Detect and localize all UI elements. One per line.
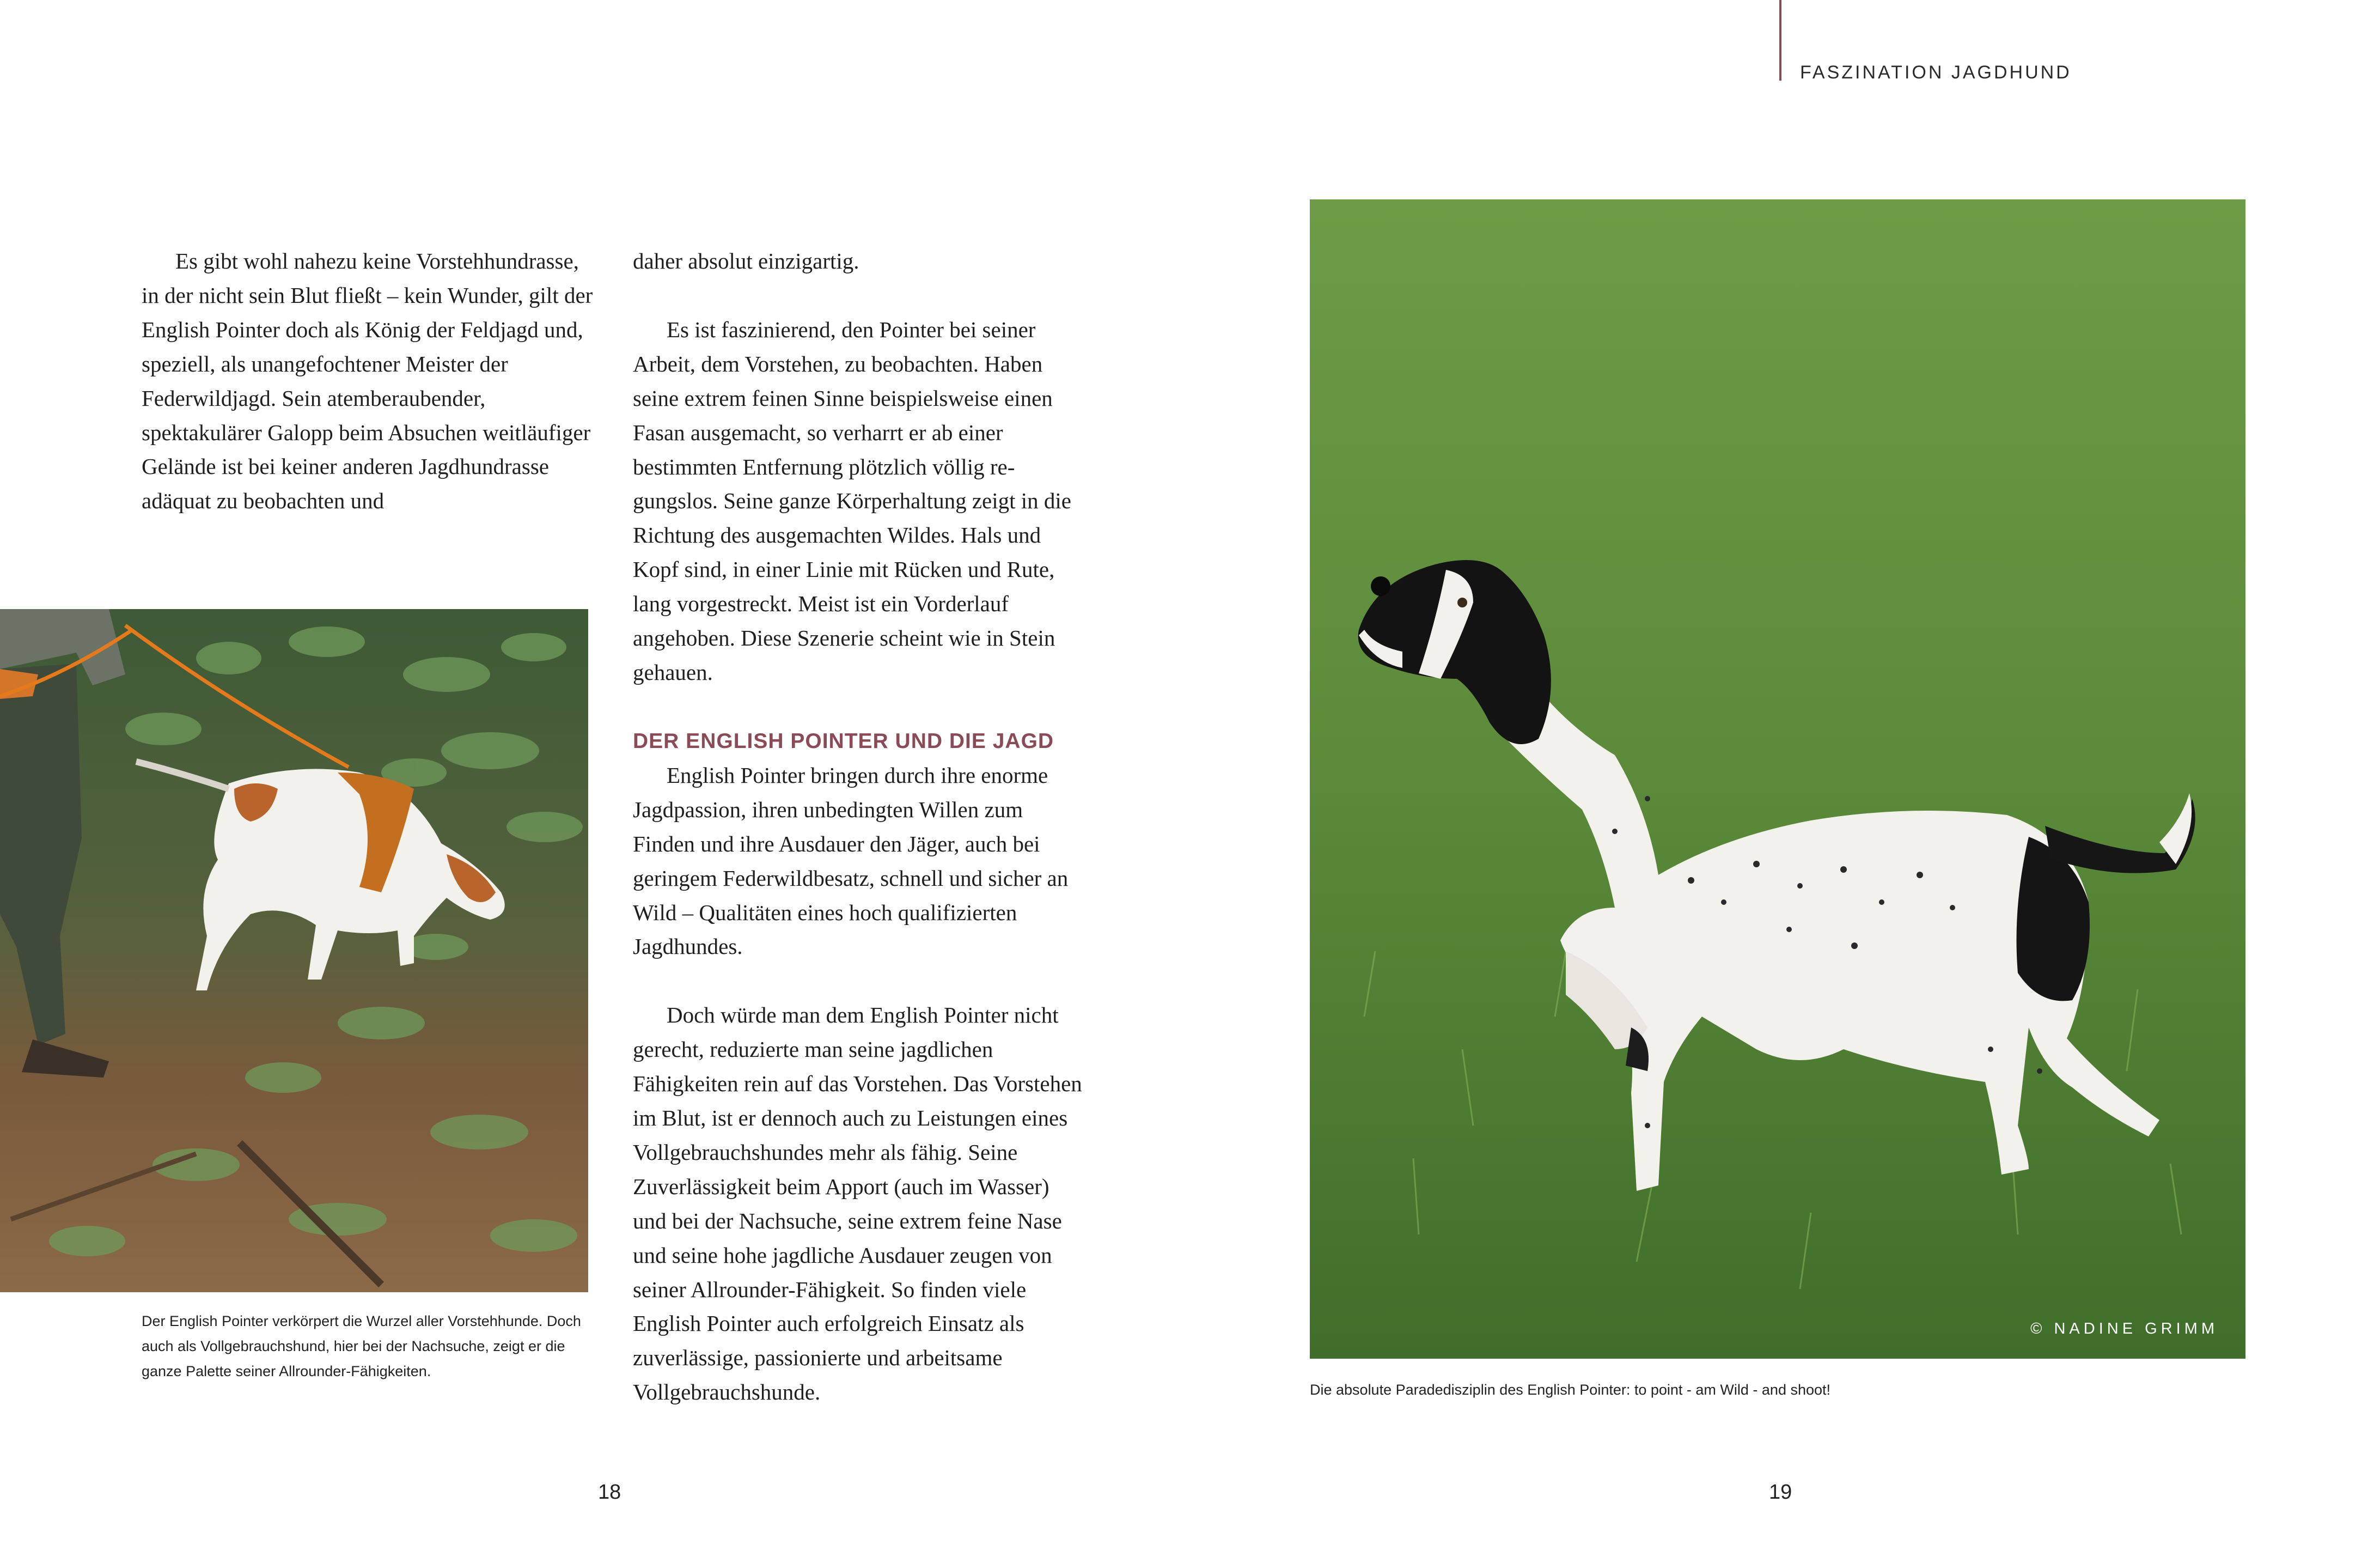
pointer-grass-illustration — [1310, 199, 2245, 1359]
right-photo-caption: Die absolute Paradedisziplin des English Pointer: to point - am Wild - and shoot! — [1310, 1382, 1831, 1398]
page-number-left: 18 — [598, 1481, 621, 1504]
header-rule — [1779, 0, 1781, 81]
section-label: FASZINATION JAGDHUND — [1800, 62, 2072, 83]
subheading: DER ENGLISH POINTER UND DIE JAGD — [633, 729, 1054, 753]
pointer-grass-photo — [1310, 199, 2245, 1359]
middle-text-column — [633, 244, 1085, 1409]
left-text-column — [142, 244, 599, 518]
forest-pointer-photo — [0, 609, 588, 1292]
paragraph-3: English Pointer bringen durch ihre enorme Jagdpassion, ihren unbedingten Willen zum Finden und ihre Ausdauer den Jäger, auch bei geringem Federwildbesatz, schnell und sicher an Wild – Qualitäten eines hoch qualifizierten Jagdhundes. — [633, 762, 1069, 959]
paragraph-1: Es gibt wohl nahezu keine Vorstehhundrasse, in der nicht sein Blut fließt – kein Wunder, gilt der English Pointer doch als König der Feldjagd und, speziell, als unangefochtener Meister der Federwildjagd. Sein atemberaubender, spektakulärer Galopp beim Absuchen weitläufiger Gelände ist bei keiner anderen Jagdhundrasse adäquat zu beobachten und — [142, 248, 593, 514]
paragraph-2: Es ist faszinierend, den Pointer bei seiner Arbeit, dem Vorstehen, zu beobachten. Haben seine extrem feinen Sinne beispielsweise einen Fasan ausgemacht, so verharrt er ab einer bestimmten Entfernung plötzlich völlig regungslos. Seine ganze Körperhaltung zeigt in die Richtung des ausgemachten Wildes. Hals und Kopf sind, in einer Linie mit Rücken und Rute, lang vorgestreckt. Meist ist ein Vorderlauf angehoben. Diese Szenerie scheint wie in Stein gehauen. — [633, 317, 1071, 685]
photo-credit: © NADINE GRIMM — [2030, 1320, 2218, 1337]
page-number-right: 19 — [1769, 1481, 1792, 1504]
forest-pointer-illustration — [0, 609, 588, 1292]
paragraph-4: Doch würde man dem English Pointer nicht gerecht, reduzierte man seine jagdlichen Fähigkeiten rein auf das Vorstehen. Das Vorstehen im Blut, ist er dennoch auch zu Leistungen eines Vollgebrauchshundes mehr als fähig. Seine Zuverlässigkeit beim Apport (auch im Wasser) und bei der Nachsuche, seine extrem feine Nase und seine hohe jagdliche Ausdauer zeugen von seiner Allrounder-Fähigkeit. So finden viele English Pointer auch erfolgreich Einsatz als zuverlässige, passionierte und arbeitsame Vollgebrauchshunde. — [633, 1002, 1082, 1405]
left-photo-caption: Der English Pointer verkörpert die Wurzel aller Vorstehhunde. Doch auch als Vollgebrauchshund, hier bei der Nachsuche, zeigt er die ganze Palette seiner Allrounder-Fähigkeiten. — [142, 1313, 581, 1379]
paragraph-1-continuation: daher absolut einzigartig. — [633, 248, 859, 273]
